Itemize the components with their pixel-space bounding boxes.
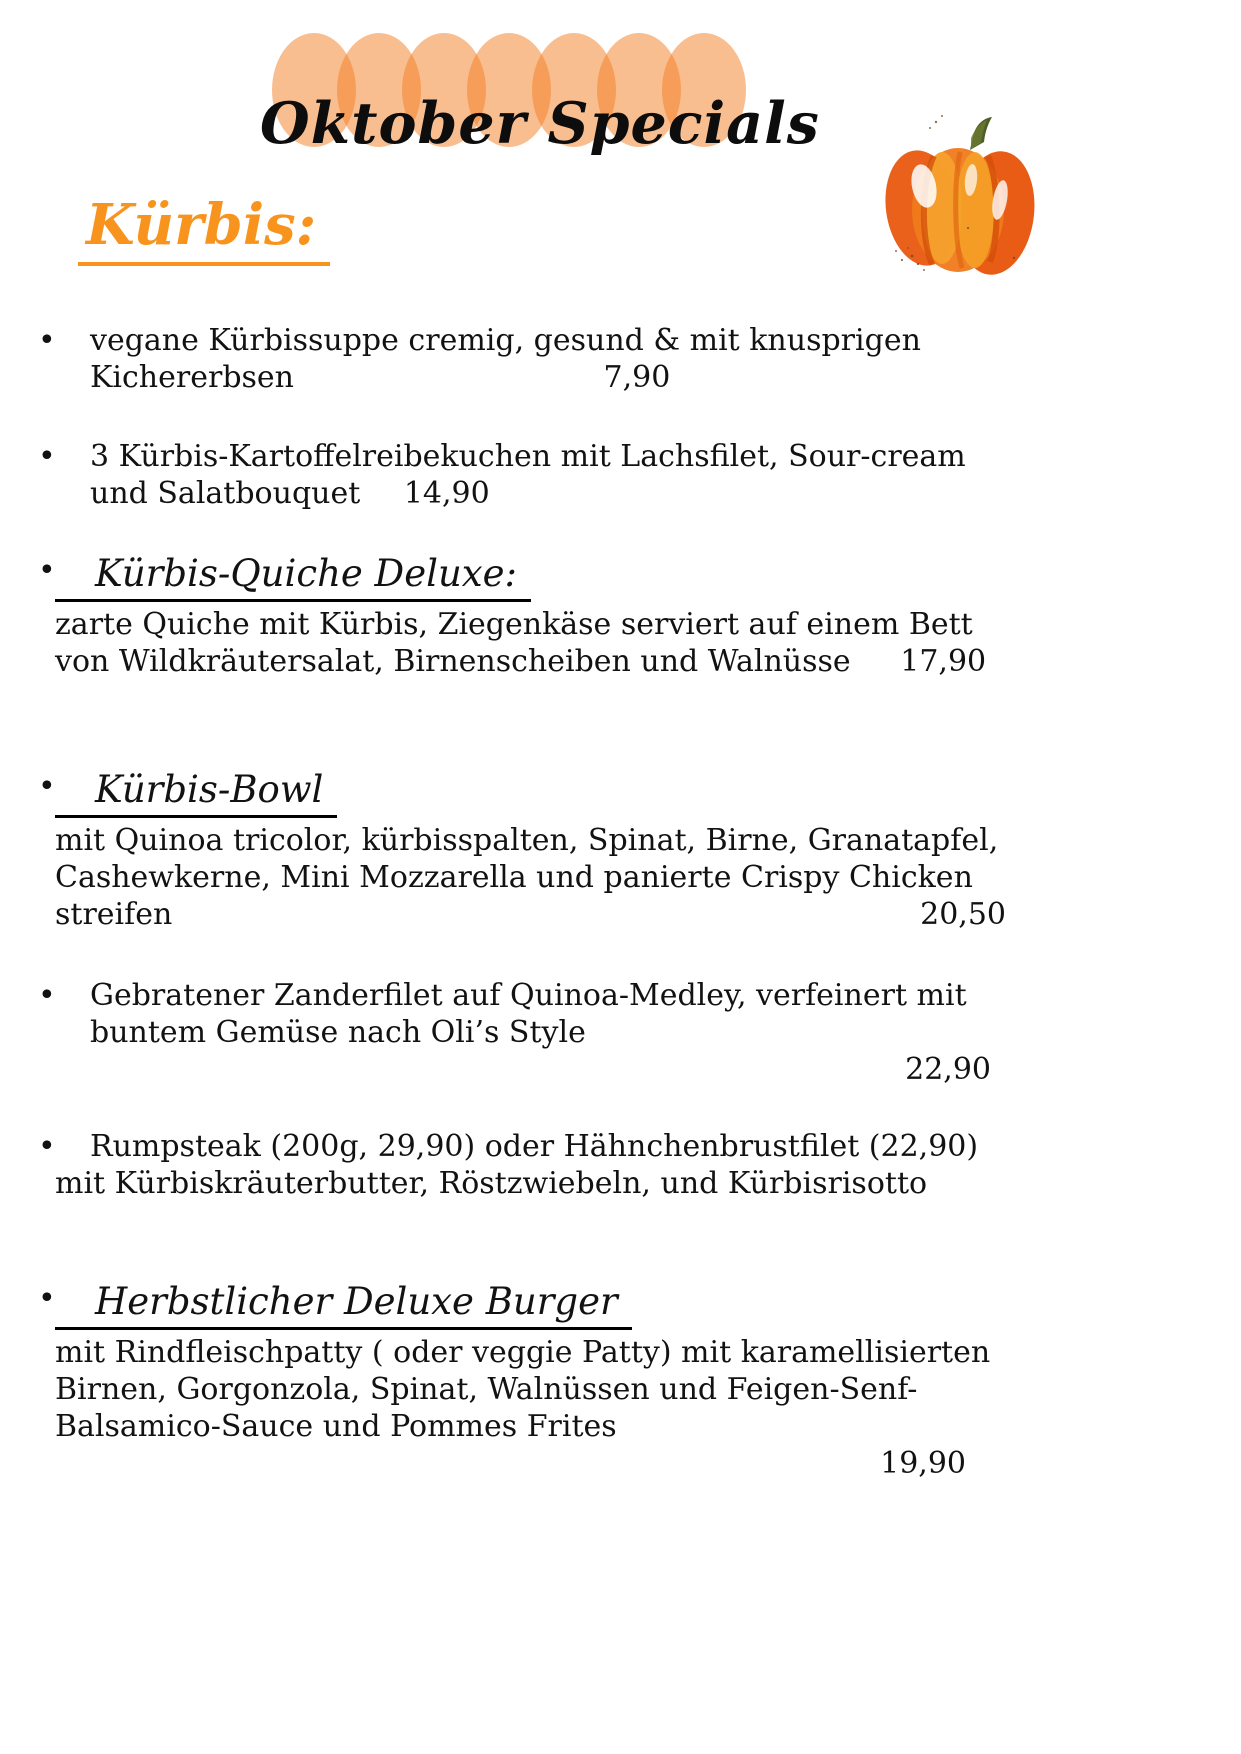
- bullet-icon: •: [38, 1129, 56, 1164]
- bullet-icon: •: [38, 978, 56, 1013]
- item-title: Herbstlicher Deluxe Burger: [55, 1280, 632, 1330]
- bullet-icon: •: [38, 323, 56, 358]
- item-text-line: 3 Kürbis-Kartoffelreibekuchen mit Lachsfilet, Sour-cream: [90, 439, 966, 474]
- item-text-line: vegane Kürbissuppe cremig, gesund & mit knusprigen: [90, 323, 921, 358]
- item-text: und Salatbouquet: [90, 476, 361, 511]
- menu-item-kuerbissuppe: [0, 322, 1241, 396]
- item-title-line: [55, 1280, 1141, 1330]
- item-price: 20,50: [920, 897, 1006, 932]
- item-text: von Wildkräutersalat, Birnenscheiben und Walnüsse: [55, 644, 851, 679]
- item-price-line: [90, 1051, 1141, 1088]
- menu-item-burger: [0, 1280, 1241, 1482]
- item-text-line: [55, 643, 1141, 680]
- item-text: Kichererbsen: [90, 360, 294, 395]
- item-text-line: mit Kürbiskräuterbutter, Röstzwiebeln, und Kürbisrisotto: [55, 1166, 928, 1201]
- menu-item-reibekuchen: [0, 438, 1241, 512]
- bullet-icon: •: [38, 439, 56, 474]
- item-text-line: [90, 475, 1141, 512]
- section-heading: Kürbis:: [78, 192, 330, 266]
- page-title: Oktober Specials: [260, 90, 820, 158]
- item-price: 19,90: [880, 1446, 966, 1481]
- item-text-line: Birnen, Gorgonzola, Spinat, Walnüssen und Feigen-Senf-: [55, 1372, 918, 1407]
- item-text-line: Rumpsteak (200g, 29,90) oder Hähnchenbrustfilet (22,90): [90, 1129, 979, 1164]
- menu-list: [0, 322, 1241, 1482]
- menu-item-quiche: [0, 552, 1241, 680]
- item-text-line: [55, 896, 1141, 933]
- item-title: Kürbis-Bowl: [55, 768, 337, 818]
- item-text-line: mit Rindfleischpatty ( oder veggie Patty) mit karamellisierten: [55, 1335, 991, 1370]
- menu-item-bowl: [0, 768, 1241, 933]
- item-text: streifen: [55, 897, 173, 932]
- item-text-line: Gebratener Zanderfilet auf Quinoa-Medley, verfeinert mit: [90, 978, 967, 1013]
- bullet-icon: •: [38, 553, 56, 588]
- item-price: 7,90: [603, 360, 671, 395]
- item-title: Kürbis-Quiche Deluxe:: [55, 552, 531, 602]
- item-price-line: [55, 1445, 1141, 1482]
- menu-item-zanderfilet: [0, 977, 1241, 1088]
- item-text-line: Cashewkerne, Mini Mozzarella und panierte Crispy Chicken: [55, 860, 973, 895]
- item-text-line: [90, 359, 1141, 396]
- item-text-line: buntem Gemüse nach Oli’s Style: [90, 1015, 586, 1050]
- item-price: 17,90: [900, 644, 987, 679]
- item-price: 14,90: [403, 476, 490, 511]
- item-title-line: [55, 552, 1141, 602]
- item-text-line: zarte Quiche mit Kürbis, Ziegenkäse serviert auf einem Bett: [55, 607, 973, 642]
- pumpkin-icon: [872, 108, 1042, 293]
- item-text-line: mit Quinoa tricolor, kürbisspalten, Spinat, Birne, Granatapfel,: [55, 823, 999, 858]
- item-text-line: Balsamico-Sauce und Pommes Frites: [55, 1409, 617, 1444]
- item-title-line: [55, 768, 1141, 818]
- menu-item-rumpsteak: [0, 1128, 1241, 1202]
- bullet-icon: •: [38, 1281, 56, 1316]
- bullet-icon: •: [38, 769, 56, 804]
- item-price: 22,90: [905, 1052, 991, 1087]
